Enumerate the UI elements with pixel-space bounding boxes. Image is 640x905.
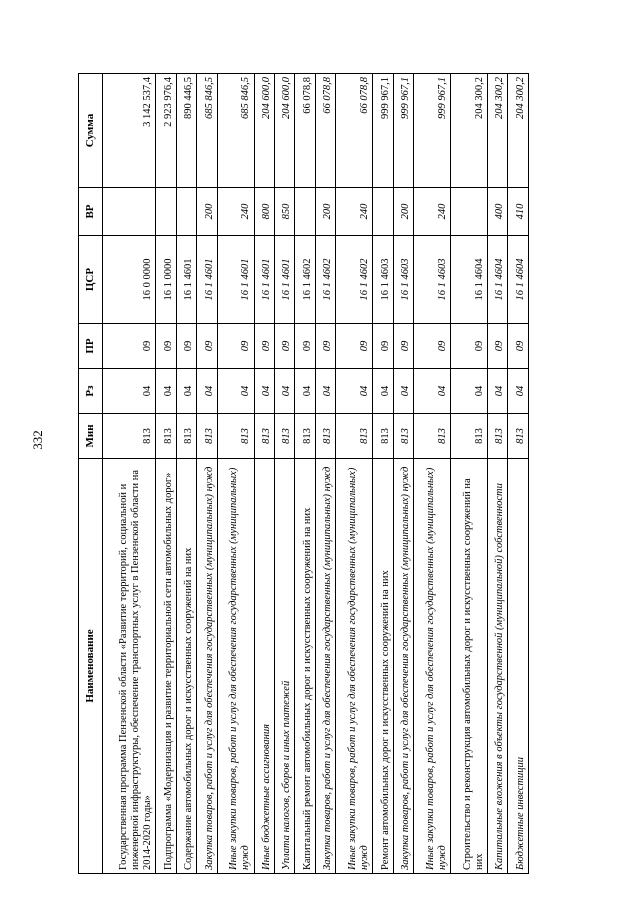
cell-vr: 240 — [414, 188, 451, 236]
cell-sum: 890 446,5 — [176, 74, 196, 188]
page-number: 332 — [30, 430, 45, 450]
cell-name: Уплата налогов, сборов и иных платежей — [275, 459, 295, 874]
cell-sum: 685 846,5 — [197, 74, 217, 188]
cell-csr: 16 1 4602 — [315, 236, 335, 324]
cell-name: Подпрограмма «Модернизация и развитие территориальной сети автомобильных дорог» — [156, 459, 176, 874]
cell-sum: 685 846,5 — [217, 74, 254, 188]
cell-csr: 16 1 4601 — [197, 236, 217, 324]
header-row — [79, 74, 103, 874]
cell-sum: 204 300,2 — [451, 74, 488, 188]
cell-sum: 204 300,2 — [487, 74, 507, 188]
cell-name: Ремонт автомобильных дорог и искусственных сооружений на них — [373, 459, 393, 874]
cell-vr — [176, 188, 196, 236]
header-vr: ВР — [79, 188, 103, 236]
header-name: Наименование — [79, 459, 103, 874]
cell-csr: 16 1 4603 — [393, 236, 413, 324]
cell-csr: 16 1 4603 — [414, 236, 451, 324]
cell-vr — [103, 188, 156, 236]
cell-pr: 09 — [393, 324, 413, 369]
cell-csr: 16 0 0000 — [103, 236, 156, 324]
cell-min: 813 — [197, 414, 217, 459]
cell-sum: 999 967,1 — [393, 74, 413, 188]
cell-rz: 04 — [156, 369, 176, 414]
table-row — [275, 74, 295, 874]
cell-vr — [156, 188, 176, 236]
budget-table-container — [78, 74, 529, 874]
cell-pr: 09 — [451, 324, 488, 369]
cell-sum: 999 967,1 — [414, 74, 451, 188]
cell-vr: 400 — [487, 188, 507, 236]
header-csr: ЦСР — [79, 236, 103, 324]
table-row — [217, 74, 254, 874]
table-row — [176, 74, 196, 874]
cell-vr: 200 — [315, 188, 335, 236]
cell-vr: 850 — [275, 188, 295, 236]
cell-csr: 16 1 4602 — [336, 236, 373, 324]
cell-pr: 09 — [295, 324, 315, 369]
cell-sum: 2 923 976,4 — [156, 74, 176, 188]
cell-min: 813 — [451, 414, 488, 459]
cell-min: 813 — [156, 414, 176, 459]
cell-csr: 16 1 4601 — [217, 236, 254, 324]
cell-name: Содержание автомобильных дорог и искусственных сооружений на них — [176, 459, 196, 874]
cell-min: 813 — [508, 414, 529, 459]
cell-sum: 204 300,2 — [508, 74, 529, 188]
cell-min: 813 — [176, 414, 196, 459]
cell-name: Строительство и реконструкция автомобильных дорог и искусственных сооружений на них — [451, 459, 488, 874]
cell-rz: 04 — [254, 369, 274, 414]
cell-name: Капитальный ремонт автомобильных дорог и искусственных сооружений на них — [295, 459, 315, 874]
cell-sum: 66 078,8 — [336, 74, 373, 188]
cell-rz: 04 — [197, 369, 217, 414]
cell-pr: 09 — [103, 324, 156, 369]
cell-min: 813 — [414, 414, 451, 459]
cell-min: 813 — [275, 414, 295, 459]
cell-pr: 09 — [197, 324, 217, 369]
cell-sum: 3 142 537,4 — [103, 74, 156, 188]
cell-rz: 04 — [315, 369, 335, 414]
cell-csr: 16 1 4601 — [254, 236, 274, 324]
cell-rz: 04 — [103, 369, 156, 414]
cell-csr: 16 1 4601 — [275, 236, 295, 324]
cell-csr: 16 1 4602 — [295, 236, 315, 324]
cell-name: Иные закупки товаров, работ и услуг для обеспечения государственных (муниципальных) нужд — [414, 459, 451, 874]
cell-name: Закупка товаров, работ и услуг для обеспечения государственных (муниципальных) нужд — [393, 459, 413, 874]
cell-min: 813 — [487, 414, 507, 459]
cell-sum: 204 600,0 — [275, 74, 295, 188]
cell-name: Закупка товаров, работ и услуг для обеспечения государственных (муниципальных) нужд — [315, 459, 335, 874]
table-row — [373, 74, 393, 874]
cell-csr: 16 1 4601 — [176, 236, 196, 324]
cell-min: 813 — [336, 414, 373, 459]
table-row — [414, 74, 451, 874]
cell-vr: 410 — [508, 188, 529, 236]
cell-min: 813 — [103, 414, 156, 459]
cell-csr: 16 1 0000 — [156, 236, 176, 324]
cell-vr: 240 — [217, 188, 254, 236]
cell-vr: 200 — [197, 188, 217, 236]
cell-rz: 04 — [508, 369, 529, 414]
table-row — [336, 74, 373, 874]
cell-pr: 09 — [336, 324, 373, 369]
header-rz: Рз — [79, 369, 103, 414]
cell-min: 813 — [315, 414, 335, 459]
cell-pr: 09 — [156, 324, 176, 369]
header-min: Мин — [79, 414, 103, 459]
cell-pr: 09 — [487, 324, 507, 369]
table-row — [315, 74, 335, 874]
cell-rz: 04 — [176, 369, 196, 414]
cell-name: Государственная программа Пензенской области «Развитие территорий, социальной и инженерной инфраструктуры, обеспечение транспортных услуг в Пензенской области на 2014-2020 годы» — [103, 459, 156, 874]
table-row — [197, 74, 217, 874]
cell-name: Иные закупки товаров, работ и услуг для обеспечения государственных (муниципальных) нужд — [217, 459, 254, 874]
cell-rz: 04 — [275, 369, 295, 414]
cell-min: 813 — [373, 414, 393, 459]
cell-csr: 16 1 4604 — [451, 236, 488, 324]
table-row — [156, 74, 176, 874]
cell-min: 813 — [295, 414, 315, 459]
cell-rz: 04 — [336, 369, 373, 414]
cell-min: 813 — [217, 414, 254, 459]
cell-pr: 09 — [373, 324, 393, 369]
cell-pr: 09 — [176, 324, 196, 369]
cell-rz: 04 — [487, 369, 507, 414]
cell-csr: 16 1 4604 — [508, 236, 529, 324]
cell-rz: 04 — [373, 369, 393, 414]
cell-pr: 09 — [414, 324, 451, 369]
cell-pr: 09 — [254, 324, 274, 369]
cell-min: 813 — [254, 414, 274, 459]
cell-name: Бюджетные инвестиции — [508, 459, 529, 874]
cell-sum: 999 967,1 — [373, 74, 393, 188]
cell-rz: 04 — [295, 369, 315, 414]
table-row — [508, 74, 529, 874]
cell-csr: 16 1 4604 — [487, 236, 507, 324]
cell-name: Иные бюджетные ассигнования — [254, 459, 274, 874]
cell-min: 813 — [393, 414, 413, 459]
cell-vr — [451, 188, 488, 236]
table-body — [103, 74, 529, 874]
table-row — [103, 74, 156, 874]
table-row — [295, 74, 315, 874]
table-row — [254, 74, 274, 874]
cell-rz: 04 — [451, 369, 488, 414]
table-row — [393, 74, 413, 874]
cell-pr: 09 — [315, 324, 335, 369]
header-sum: Сумма — [79, 74, 103, 188]
cell-rz: 04 — [217, 369, 254, 414]
cell-name: Капитальные вложения в объекты государственной (муниципальной) собственности — [487, 459, 507, 874]
cell-vr: 200 — [393, 188, 413, 236]
cell-csr: 16 1 4603 — [373, 236, 393, 324]
cell-sum: 66 078,8 — [295, 74, 315, 188]
cell-name: Закупка товаров, работ и услуг для обеспечения государственных (муниципальных) нужд — [197, 459, 217, 874]
cell-vr: 240 — [336, 188, 373, 236]
cell-rz: 04 — [393, 369, 413, 414]
cell-name: Иные закупки товаров, работ и услуг для обеспечения государственных (муниципальных) нужд — [336, 459, 373, 874]
cell-sum: 204 600,0 — [254, 74, 274, 188]
cell-sum: 66 078,8 — [315, 74, 335, 188]
budget-table — [78, 73, 529, 874]
cell-pr: 09 — [217, 324, 254, 369]
cell-pr: 09 — [275, 324, 295, 369]
cell-vr — [373, 188, 393, 236]
header-pr: ПР — [79, 324, 103, 369]
table-row — [487, 74, 507, 874]
cell-vr — [295, 188, 315, 236]
table-row — [451, 74, 488, 874]
cell-vr: 800 — [254, 188, 274, 236]
cell-rz: 04 — [414, 369, 451, 414]
cell-pr: 09 — [508, 324, 529, 369]
